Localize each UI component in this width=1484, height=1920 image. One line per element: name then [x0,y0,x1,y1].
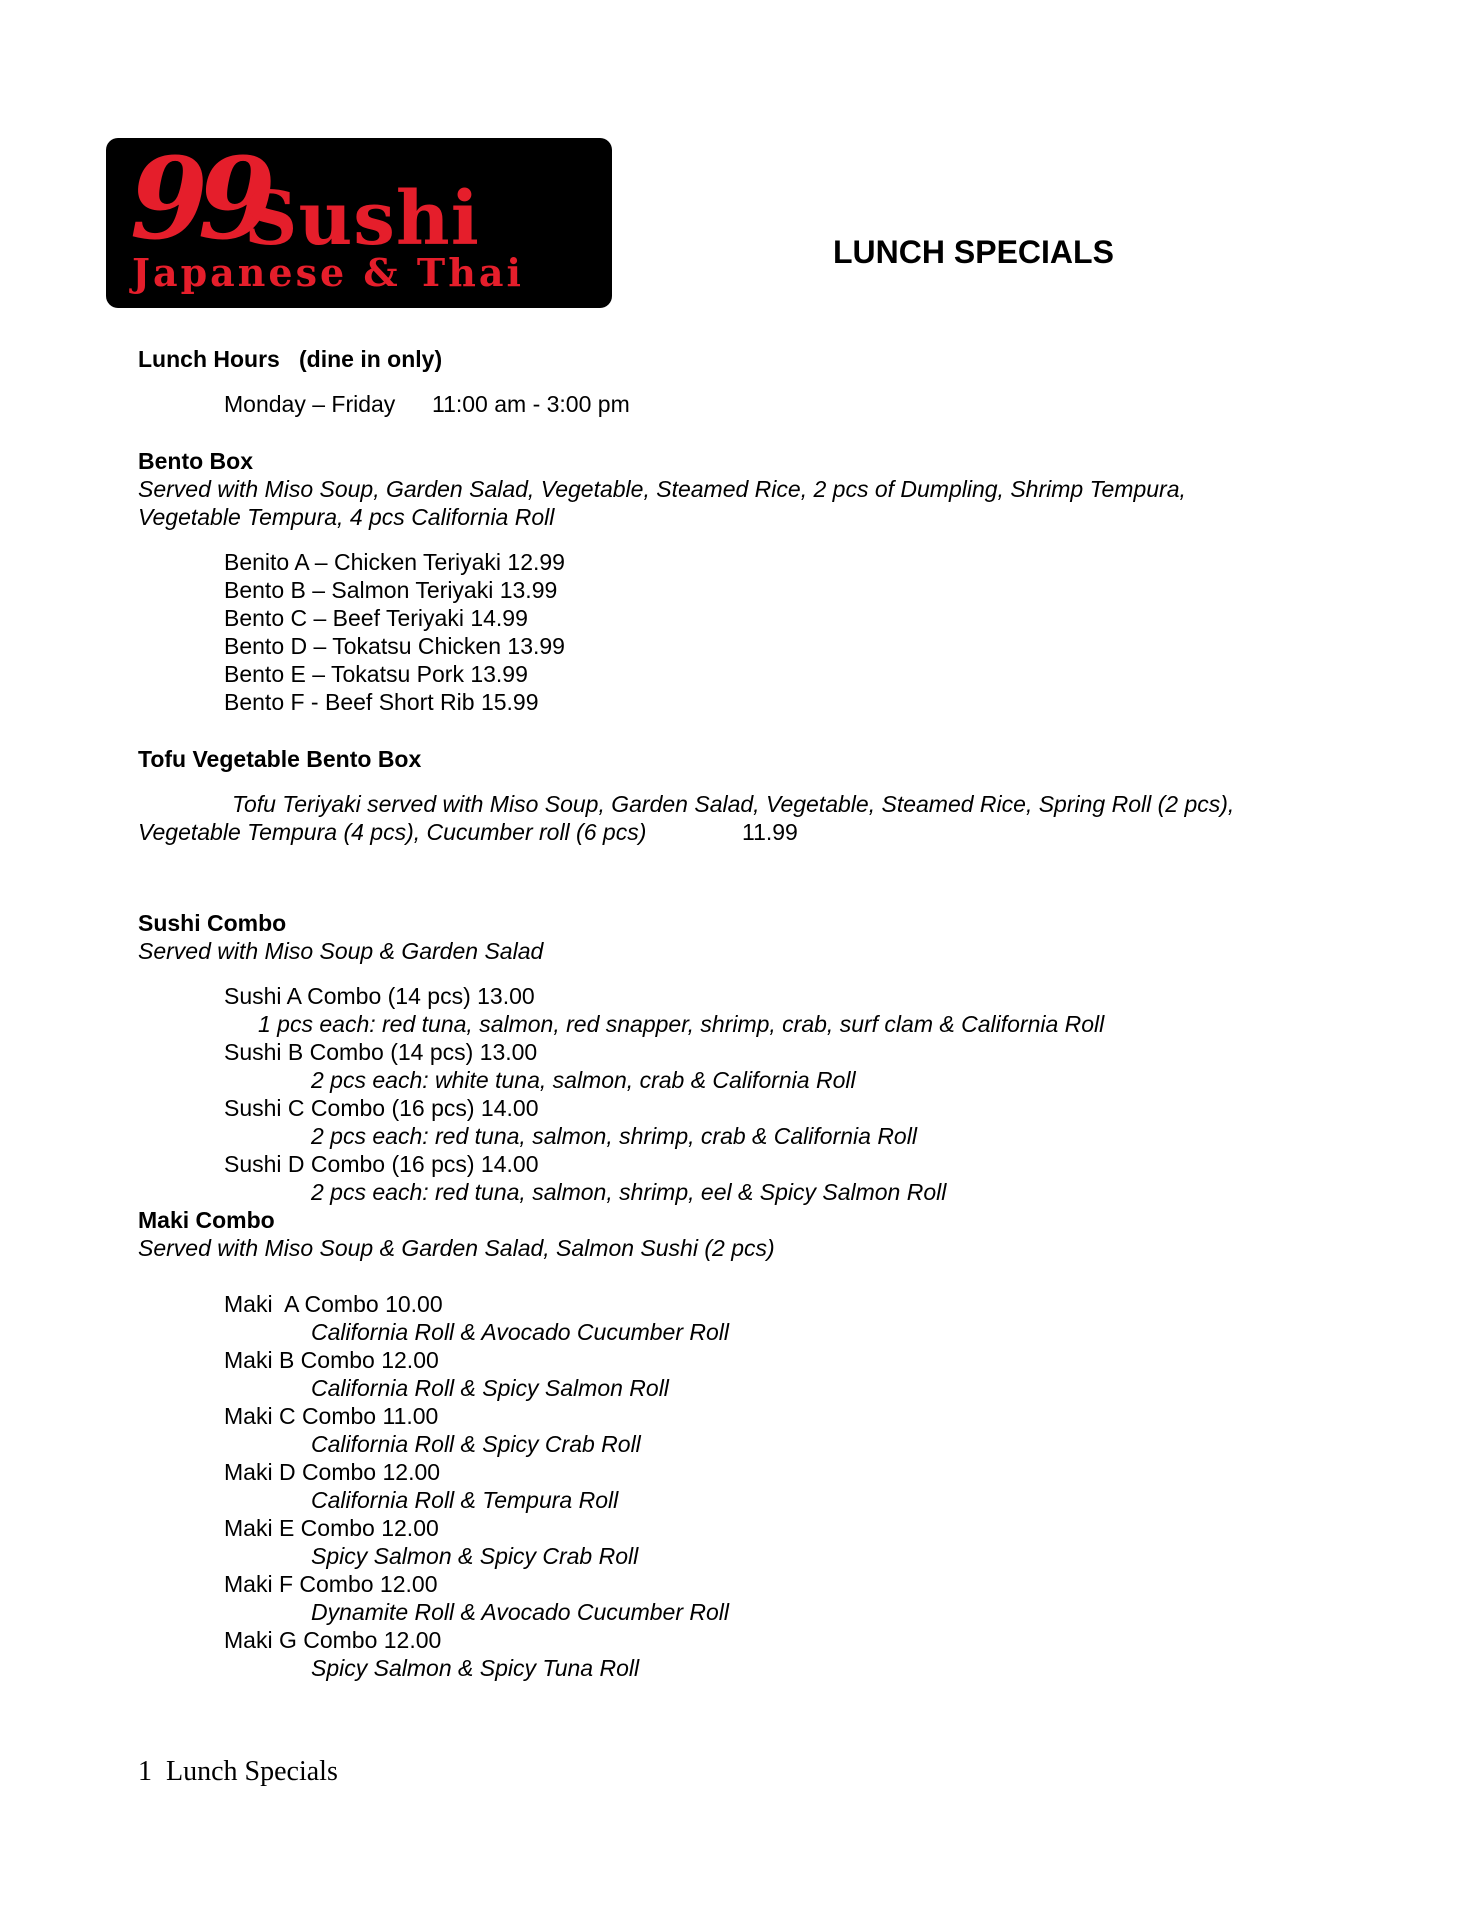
bento-heading: Bento Box [138,448,253,474]
hours-heading: Lunch Hours (dine in only) [138,346,443,372]
maki-item-g: Maki G Combo 12.00 [224,1627,442,1653]
page-number: 1 [138,1756,152,1787]
sushi-item-b-detail: 2 pcs each: white tuna, salmon, crab & California Roll [311,1067,856,1093]
tofu-price: 11.99 [742,819,798,845]
list-item: Bento C – Beef Teriyaki 14.99 [224,605,528,631]
bento-description-line1: Served with Miso Soup, Garden Salad, Vegetable, Steamed Rice, 2 pcs of Dumpling, Shrimp Tempura, [138,476,1186,502]
page-title: LUNCH SPECIALS [833,234,1114,270]
maki-item-f: Maki F Combo 12.00 [224,1571,438,1597]
sushi-description: Served with Miso Soup & Garden Salad [138,938,544,964]
tofu-heading: Tofu Vegetable Bento Box [138,746,422,772]
maki-item-c: Maki C Combo 11.00 [224,1403,439,1429]
sushi-item-c: Sushi C Combo (16 pcs) 14.00 [224,1095,539,1121]
sushi-item-a: Sushi A Combo (14 pcs) 13.00 [224,983,535,1009]
sushi-item-b: Sushi B Combo (14 pcs) 13.00 [224,1039,538,1065]
tofu-description-line2: Vegetable Tempura (4 pcs), Cucumber roll (6 pcs) [138,819,647,845]
maki-heading: Maki Combo [138,1207,275,1233]
maki-item-c-detail: California Roll & Spicy Crab Roll [311,1431,641,1457]
maki-item-e-detail: Spicy Salmon & Spicy Crab Roll [311,1543,639,1569]
maki-item-d: Maki D Combo 12.00 [224,1459,441,1485]
sushi-heading: Sushi Combo [138,910,287,936]
footer-label: Lunch Specials [166,1756,338,1787]
restaurant-logo [106,138,612,308]
maki-item-d-detail: California Roll & Tempura Roll [311,1487,619,1513]
tofu-description-line1: Tofu Teriyaki served with Miso Soup, Garden Salad, Vegetable, Steamed Rice, Spring Roll (2 pcs), [232,791,1235,817]
list-item: Bento B – Salmon Teriyaki 13.99 [224,577,558,603]
maki-item-b-detail: California Roll & Spicy Salmon Roll [311,1375,669,1401]
maki-item-a: Maki A Combo 10.00 [224,1291,443,1317]
hours-days: Monday – Friday [224,391,396,417]
sushi-item-d: Sushi D Combo (16 pcs) 14.00 [224,1151,539,1177]
logo-name: Sushi [244,176,480,262]
maki-item-f-detail: Dynamite Roll & Avocado Cucumber Roll [311,1599,730,1625]
sushi-item-d-detail: 2 pcs each: red tuna, salmon, shrimp, eel & Spicy Salmon Roll [311,1179,947,1205]
maki-item-b: Maki B Combo 12.00 [224,1347,439,1373]
logo-subtitle: Japanese & Thai [132,250,524,295]
hours-time: 11:00 am - 3:00 pm [432,391,630,417]
maki-item-a-detail: California Roll & Avocado Cucumber Roll [311,1319,730,1345]
list-item: Bento E – Tokatsu Pork 13.99 [224,661,528,687]
list-item: Benito A – Chicken Teriyaki 12.99 [224,549,565,575]
logo-number: 99 [130,138,266,265]
bento-list [224,548,565,716]
sushi-item-c-detail: 2 pcs each: red tuna, salmon, shrimp, crab & California Roll [311,1123,917,1149]
sushi-item-a-detail: 1 pcs each: red tuna, salmon, red snapper, shrimp, crab, surf clam & California Roll [258,1011,1105,1037]
bento-description-line2: Vegetable Tempura, 4 pcs California Roll [138,504,555,530]
maki-description: Served with Miso Soup & Garden Salad, Salmon Sushi (2 pcs) [138,1235,775,1261]
list-item: Bento D – Tokatsu Chicken 13.99 [224,633,565,659]
list-item: Bento F - Beef Short Rib 15.99 [224,689,539,715]
page-footer [138,1756,338,1788]
maki-item-g-detail: Spicy Salmon & Spicy Tuna Roll [311,1655,640,1681]
maki-item-e: Maki E Combo 12.00 [224,1515,439,1541]
